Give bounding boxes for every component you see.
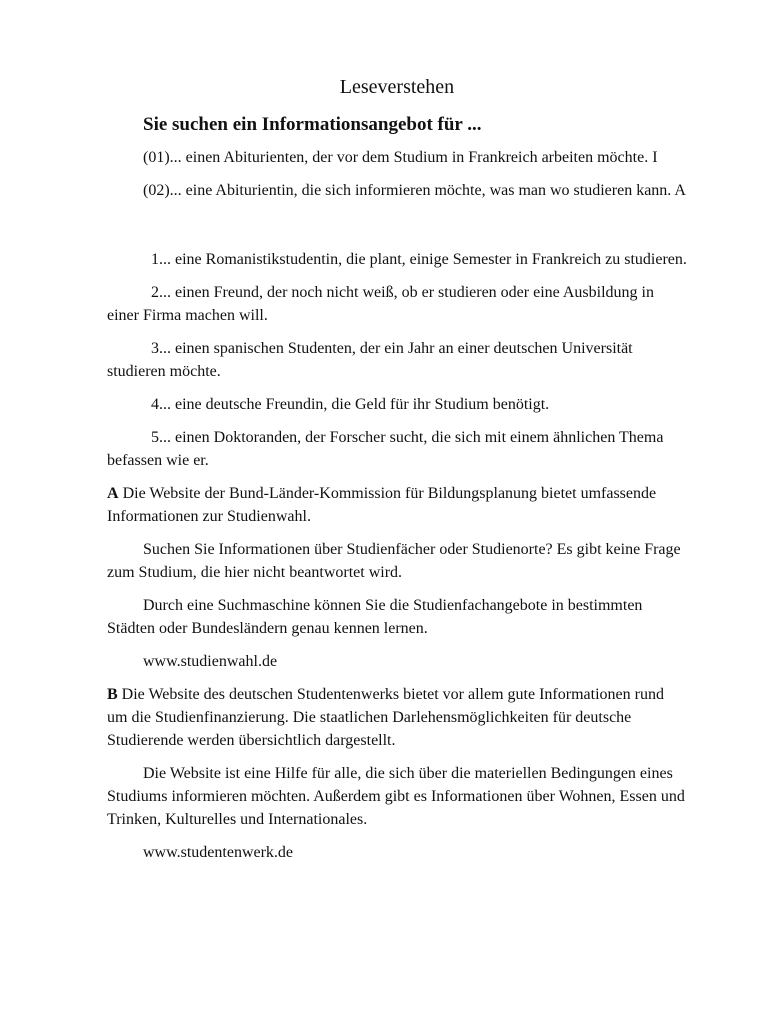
section-a-para1: Suchen Sie Informationen über Studienfächer oder Studienorte? Es gibt keine Frage zum Studium, die hier nicht beantwortet wird. [107, 541, 681, 581]
page-title: Leseverstehen [339, 76, 455, 98]
section-b-intro-text: Die Website des deutschen Studentenwerks bietet vor allem gute Informationen rund um die Studienfinanzierung. Die staatlichen Darlehensmöglichkeiten für deutsche Studierende werden übersichtlich dargestellt. [107, 686, 664, 749]
item-3: 3... einen spanischen Studenten, der ein Jahr an einer deutschen Universität studieren möchte. [107, 340, 633, 380]
subtitle: Sie suchen ein Informationsangebot für ... [143, 114, 482, 135]
section-a-letter: A [107, 485, 119, 502]
section-b-letter: B [107, 686, 118, 703]
section-a-intro-text: Die Website der Bund-Länder-Kommission für Bildungsplanung bietet umfassende Informationen zur Studienwahl. [107, 485, 657, 525]
item-1: 1... eine Romanistikstudentin, die plant, einige Semester in Frankreich zu studieren. [151, 251, 687, 268]
example-02: (02)... eine Abiturientin, die sich informieren möchte, was man wo studieren kann. A [143, 182, 686, 199]
section-a-para2: Durch eine Suchmaschine können Sie die Studienfachangebote in bestimmten Städten oder Bundesländern genau kennen lernen. [107, 597, 643, 637]
section-b-para1: Die Website ist eine Hilfe für alle, die sich über die materiellen Bedingungen eines Studiums informieren möchten. Außerdem gibt es Informationen über Wohnen, Essen und Trinken, Kulturelles und Internationales. [107, 765, 685, 828]
section-b-intro [107, 683, 687, 752]
item-5: 5... einen Doktoranden, der Forscher sucht, die sich mit einem ähnlichen Thema befassen wie er. [107, 429, 664, 469]
document-page [107, 72, 687, 864]
section-a-url: www.studienwahl.de [143, 653, 278, 670]
section-a-intro [107, 482, 687, 528]
section-b-url: www.studentenwerk.de [143, 844, 294, 861]
example-01: (01)... einen Abiturienten, der vor dem Studium in Frankreich arbeiten möchte. I [143, 149, 658, 166]
item-4: 4... eine deutsche Freundin, die Geld für ihr Studium benötigt. [151, 396, 550, 413]
item-2: 2... einen Freund, der noch nicht weiß, ob er studieren oder eine Ausbildung in einer Firma machen will. [107, 284, 654, 324]
